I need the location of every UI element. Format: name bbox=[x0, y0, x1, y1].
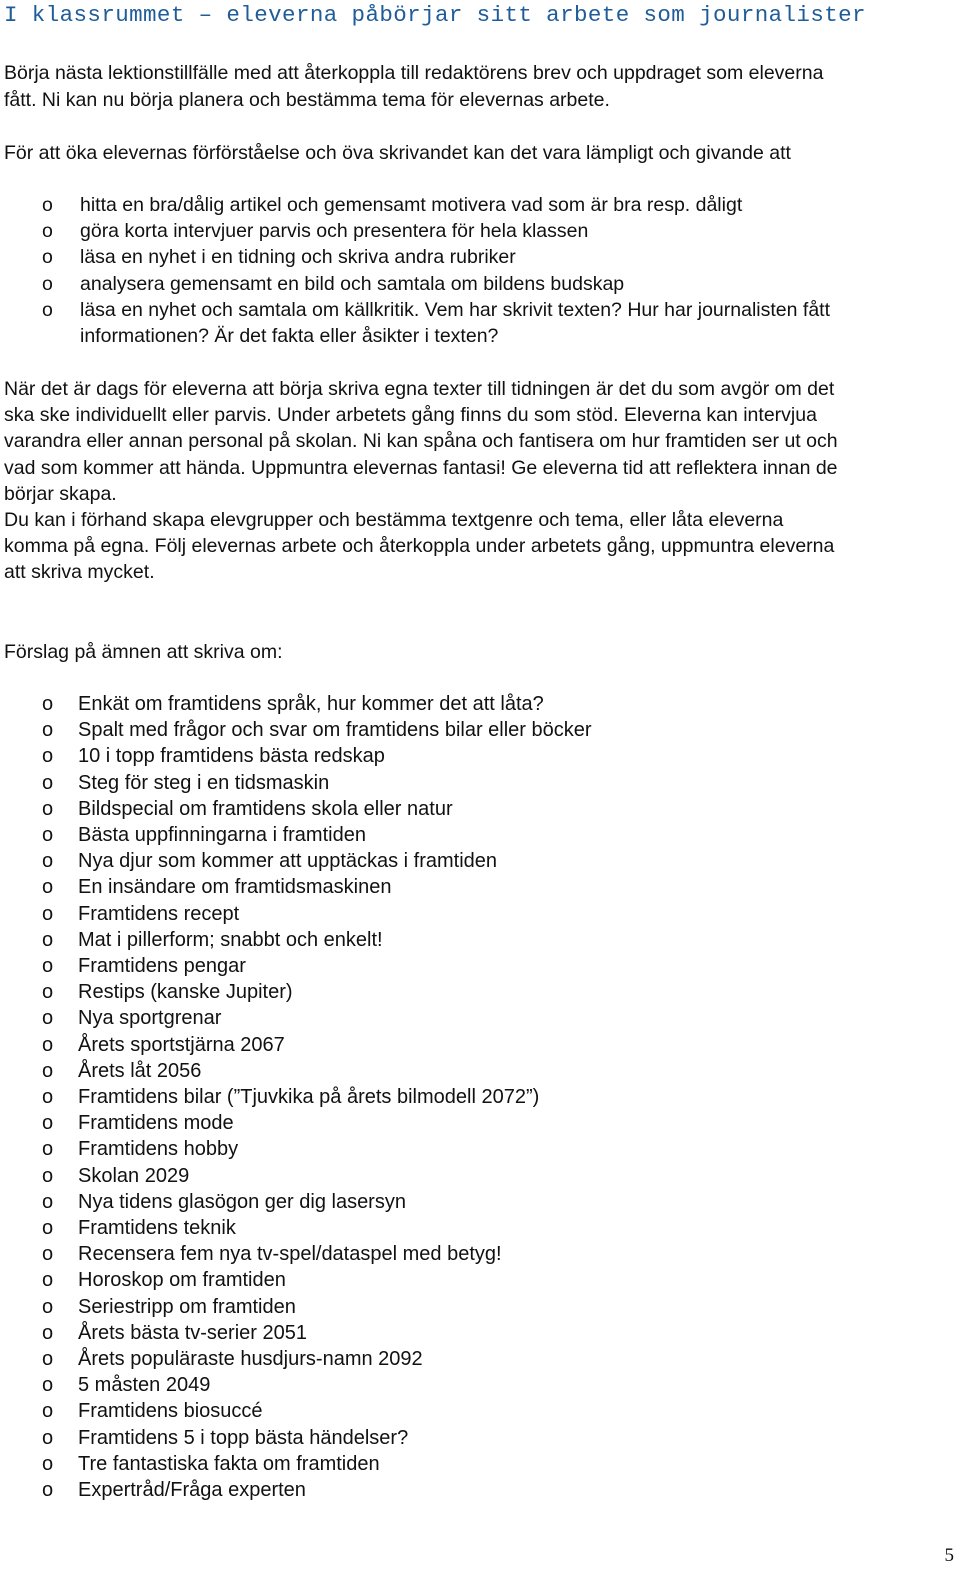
topic-text: Expertråd/Fråga experten bbox=[78, 1479, 306, 1502]
section-heading: I klassrummet – eleverna påbörjar sitt arbete som journalister bbox=[4, 2, 866, 28]
topics-heading: Förslag på ämnen att skriva om: bbox=[4, 641, 283, 663]
topic-text: Spalt med frågor och svar om framtidens bilar eller böcker bbox=[78, 719, 592, 742]
topic-item bbox=[0, 901, 960, 927]
topic-item bbox=[0, 1241, 960, 1267]
bullet-icon: o bbox=[42, 771, 54, 794]
writing-line: komma på egna. Följ elevernas arbete och återkoppla under arbetets gång, uppmuntra eleverna bbox=[4, 535, 835, 558]
bullet-icon: o bbox=[42, 1217, 54, 1240]
topic-text: Årets populäraste husdjurs-namn 2092 bbox=[78, 1348, 423, 1371]
bullet-icon: o bbox=[42, 1007, 54, 1030]
page-number: 5 bbox=[944, 1545, 954, 1566]
bullet-icon: o bbox=[42, 1164, 54, 1187]
intro-line-2: fått. Ni kan nu börja planera och bestämma tema för elevernas arbete. bbox=[4, 89, 610, 111]
bullet-icon: o bbox=[42, 1295, 54, 1318]
topic-item bbox=[0, 1477, 960, 1503]
topic-text: Framtidens mode bbox=[78, 1112, 234, 1135]
topic-text: Skolan 2029 bbox=[78, 1164, 190, 1187]
topic-item bbox=[0, 1110, 960, 1136]
topic-item bbox=[0, 1425, 960, 1451]
topic-text: Enkät om framtidens språk, hur kommer det att låta? bbox=[78, 693, 544, 715]
bullet-icon: o bbox=[42, 824, 54, 847]
bullet-icon: o bbox=[42, 1033, 54, 1056]
activity-item bbox=[0, 218, 960, 244]
topic-text: Restips (kanske Jupiter) bbox=[78, 981, 293, 1004]
writing-line: varandra eller annan personal på skolan. Ni kan spåna och fantisera om hur framtiden ser ut och bbox=[4, 430, 838, 453]
bullet-icon: o bbox=[42, 981, 54, 1004]
bullet-icon: o bbox=[42, 797, 54, 820]
activity-text: analysera gemensamt en bild och samtala om bildens budskap bbox=[80, 272, 625, 295]
bullet-icon: o bbox=[42, 1374, 54, 1397]
topic-text: Framtidens 5 i topp bästa händelser? bbox=[78, 1426, 409, 1449]
activity-text: läsa en nyhet och samtala om källkritik. Vem har skrivit texten? Hur har journalisten fått bbox=[80, 298, 830, 321]
bullet-icon: o bbox=[42, 719, 54, 742]
topic-item bbox=[0, 848, 960, 874]
topic-item bbox=[0, 1189, 960, 1215]
bullet-icon: o bbox=[42, 1138, 54, 1161]
bullet-icon: o bbox=[42, 1348, 54, 1371]
lead-in-text: För att öka elevernas förförståelse och öva skrivandet kan det vara lämpligt och givande att bbox=[4, 142, 791, 164]
activity-item bbox=[0, 271, 960, 297]
topic-item bbox=[0, 796, 960, 822]
bullet-icon: o bbox=[42, 194, 53, 216]
topic-text: Årets låt 2056 bbox=[78, 1059, 202, 1082]
topic-text: Bildspecial om framtidens skola eller natur bbox=[78, 797, 453, 820]
bullet-icon: o bbox=[42, 1190, 54, 1213]
bullet-icon: o bbox=[42, 1426, 54, 1449]
topic-item bbox=[0, 691, 960, 717]
activity-item bbox=[0, 192, 960, 218]
topic-item bbox=[0, 1163, 960, 1189]
topic-item bbox=[0, 874, 960, 900]
topic-item bbox=[0, 1451, 960, 1477]
bullet-icon: o bbox=[42, 850, 54, 873]
writing-line: När det är dags för eleverna att börja skriva egna texter till tidningen är det du som avgör om det bbox=[4, 378, 835, 400]
intro-line-1: Börja nästa lektionstillfälle med att återkoppla till redaktörens brev och uppdraget som eleverna bbox=[4, 62, 824, 84]
activity-item bbox=[0, 244, 960, 270]
activity-item bbox=[0, 297, 960, 349]
topic-text: Framtidens teknik bbox=[78, 1217, 236, 1240]
writing-line: att skriva mycket. bbox=[4, 561, 155, 584]
topic-text: Framtidens recept bbox=[78, 902, 240, 925]
topic-item bbox=[0, 717, 960, 743]
topic-item bbox=[0, 1267, 960, 1293]
bullet-icon: o bbox=[42, 1086, 54, 1109]
topic-text: Seriestripp om framtiden bbox=[78, 1295, 296, 1318]
topic-item bbox=[0, 1346, 960, 1372]
writing-line: börjar skapa. bbox=[4, 482, 117, 505]
writing-line: vad som kommer att hända. Uppmuntra elevernas fantasi! Ge eleverna tid att reflektera innan de bbox=[4, 456, 838, 479]
topic-text: Mat i pillerform; snabbt och enkelt! bbox=[78, 928, 383, 951]
topic-item bbox=[0, 1372, 960, 1398]
bullet-icon: o bbox=[42, 220, 53, 243]
bullet-icon: o bbox=[42, 1479, 54, 1502]
bullet-icon: o bbox=[42, 1059, 54, 1082]
bullet-icon: o bbox=[42, 955, 54, 978]
topic-item bbox=[0, 1294, 960, 1320]
bullet-icon: o bbox=[42, 272, 53, 295]
topic-text: Bästa uppfinningarna i framtiden bbox=[78, 824, 366, 847]
topic-item bbox=[0, 1320, 960, 1346]
topic-item bbox=[0, 770, 960, 796]
topic-text: Årets bästa tv-serier 2051 bbox=[78, 1321, 307, 1344]
topic-list bbox=[0, 691, 960, 1503]
bullet-icon: o bbox=[42, 1321, 54, 1344]
bullet-icon: o bbox=[42, 1112, 54, 1135]
bullet-icon: o bbox=[42, 1400, 54, 1423]
topic-text: Recensera fem nya tv-spel/dataspel med betyg! bbox=[78, 1243, 502, 1266]
activity-text: läsa en nyhet i en tidning och skriva andra rubriker bbox=[80, 246, 516, 269]
topic-text: Framtidens hobby bbox=[78, 1138, 239, 1161]
topic-text: Framtidens biosuccé bbox=[78, 1400, 263, 1423]
topic-text: Nya tidens glasögon ger dig lasersyn bbox=[78, 1190, 406, 1213]
topic-item bbox=[0, 1032, 960, 1058]
bullet-icon: o bbox=[42, 876, 54, 899]
writing-line: Du kan i förhand skapa elevgrupper och bestämma textgenre och tema, eller låta eleverna bbox=[4, 509, 784, 531]
activity-list bbox=[0, 192, 960, 349]
topic-text: Framtidens bilar (”Tjuvkika på årets bilmodell 2072”) bbox=[78, 1086, 540, 1109]
topic-text: 5 måsten 2049 bbox=[78, 1374, 211, 1397]
topic-item bbox=[0, 822, 960, 848]
activity-text: göra korta intervjuer parvis och presentera för hela klassen bbox=[80, 220, 589, 243]
topic-item bbox=[0, 1084, 960, 1110]
topic-item bbox=[0, 1136, 960, 1162]
topic-item bbox=[0, 1005, 960, 1031]
topic-text: 10 i topp framtidens bästa redskap bbox=[78, 745, 385, 768]
bullet-icon: o bbox=[42, 745, 54, 768]
topic-text: Horoskop om framtiden bbox=[78, 1269, 286, 1292]
writing-line: ska ske individuellt eller parvis. Under arbetets gång finns du som stöd. Eleverna kan intervjua bbox=[4, 404, 817, 427]
topic-item bbox=[0, 979, 960, 1005]
topic-text: Framtidens pengar bbox=[78, 955, 246, 978]
topic-text: Nya djur som kommer att upptäckas i framtiden bbox=[78, 850, 498, 873]
bullet-icon: o bbox=[42, 298, 53, 321]
topic-item bbox=[0, 1398, 960, 1424]
bullet-icon: o bbox=[42, 1243, 54, 1266]
bullet-icon: o bbox=[42, 1269, 54, 1292]
bullet-icon: o bbox=[42, 693, 54, 715]
activity-text: informationen? Är det fakta eller åsikter i texten? bbox=[80, 325, 499, 348]
topic-text: En insändare om framtidsmaskinen bbox=[78, 876, 392, 899]
topic-text: Steg för steg i en tidsmaskin bbox=[78, 771, 330, 794]
topic-item bbox=[0, 953, 960, 979]
bullet-icon: o bbox=[42, 246, 53, 269]
topic-item bbox=[0, 1215, 960, 1241]
bullet-icon: o bbox=[42, 928, 54, 951]
topic-text: Nya sportgrenar bbox=[78, 1007, 222, 1030]
topic-item bbox=[0, 927, 960, 953]
topic-text: Tre fantastiska fakta om framtiden bbox=[78, 1452, 380, 1475]
activity-text: hitta en bra/dålig artikel och gemensamt motivera vad som är bra resp. dåligt bbox=[80, 194, 743, 216]
bullet-icon: o bbox=[42, 1452, 54, 1475]
topic-item bbox=[0, 743, 960, 769]
bullet-icon: o bbox=[42, 902, 54, 925]
topic-text: Årets sportstjärna 2067 bbox=[78, 1033, 285, 1056]
topic-item bbox=[0, 1058, 960, 1084]
